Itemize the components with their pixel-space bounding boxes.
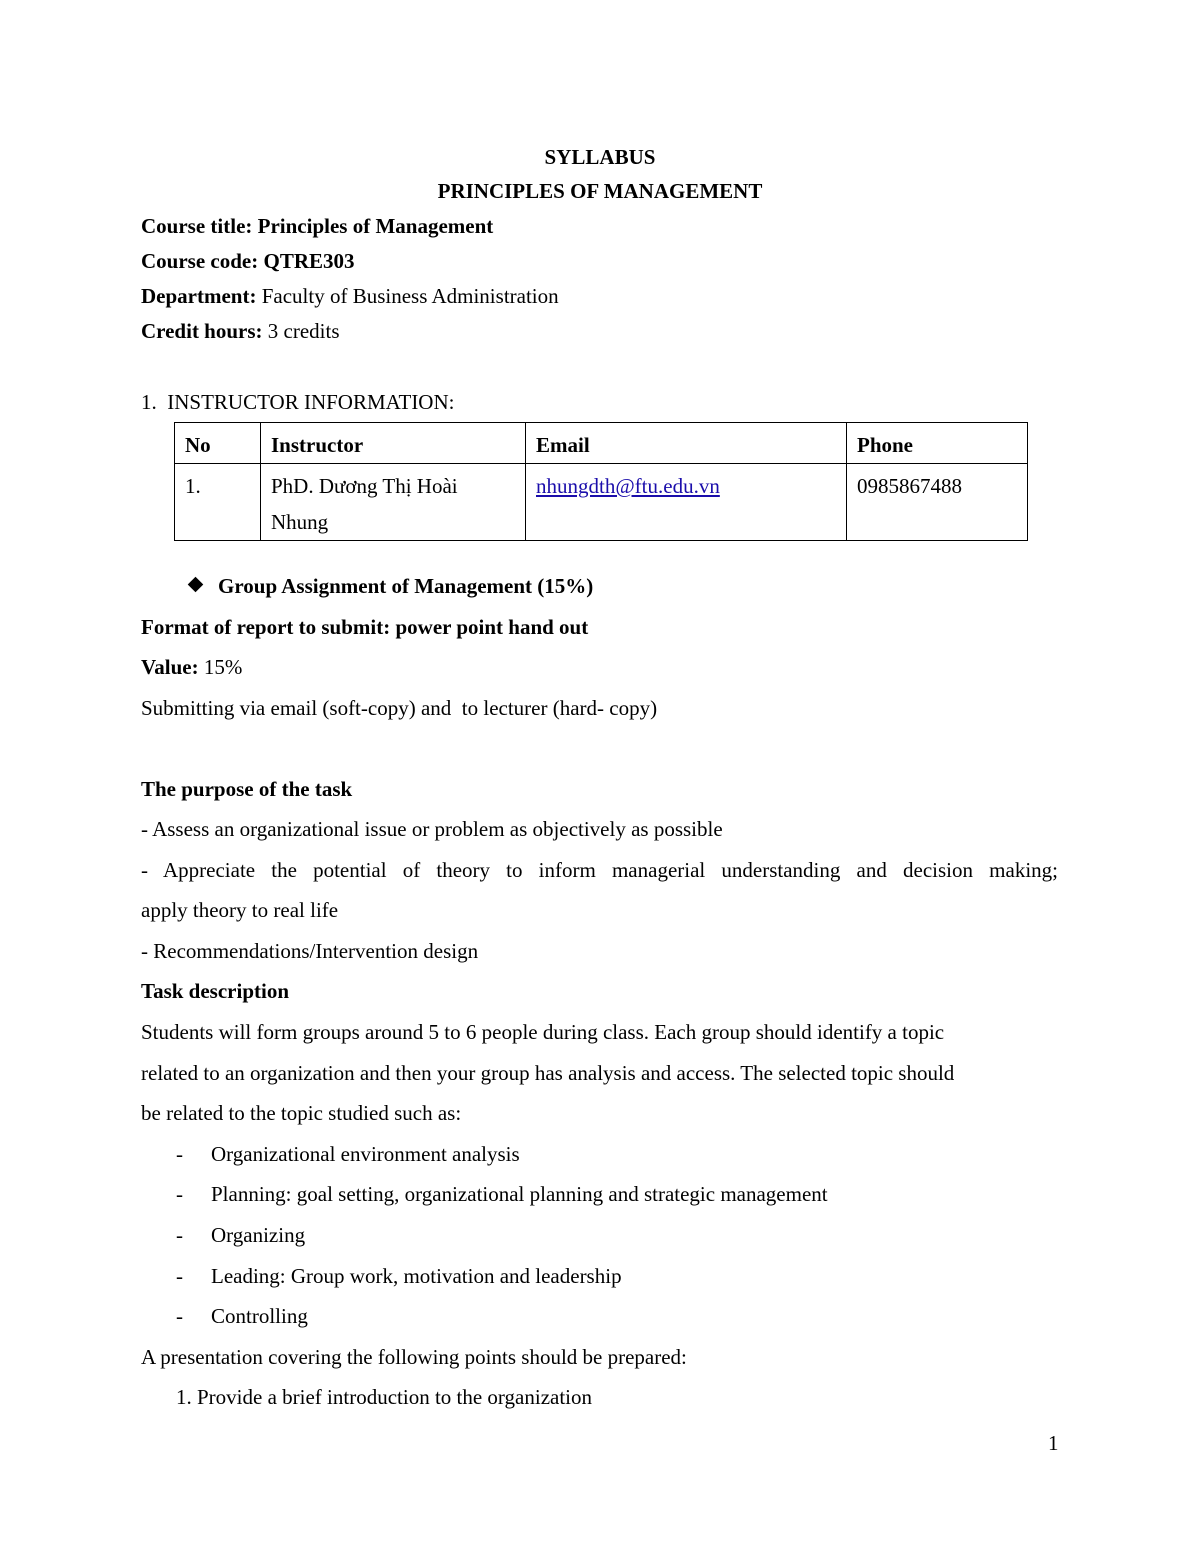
course-title-label: Course title: [141,214,253,238]
department-label: Department: [141,284,257,308]
numbered-item: 1. Provide a brief introduction to the organization [176,1385,593,1409]
credit-label: Credit hours: [141,319,263,343]
credit-value: 3 credits [267,319,340,343]
col-header-email: Email [526,423,847,464]
purpose-item: - Assess an organizational issue or problem as objectively as possible [141,817,723,841]
diamond-bullet-icon [188,577,204,593]
course-code-label: Course code: [141,249,259,273]
value-label: Value: [141,655,199,679]
list-item: Leading: Group work, motivation and leadership [211,1264,622,1288]
submit-line: Submitting via email (soft-copy) and to lecturer (hard- copy) [141,696,658,720]
list-dash: - [176,1142,183,1166]
col-header-phone: Phone [847,423,1028,464]
instructor-table [174,422,1028,541]
list-dash: - [176,1223,183,1247]
department-value: Faculty of Business Administration [261,284,559,308]
page-number: 1 [1048,1431,1059,1455]
list-item: Planning: goal setting, organizational planning and strategic management [211,1182,828,1206]
purpose-item: - Appreciate the potential of theory to inform managerial understanding and decision making; [141,858,1058,882]
doc-subtitle: PRINCIPLES OF MANAGEMENT [437,179,763,203]
department-line [141,286,559,307]
list-dash: - [176,1304,183,1328]
presentation-intro: A presentation covering the following points should be prepared: [141,1345,687,1369]
purpose-item: - Recommendations/Intervention design [141,939,479,963]
course-code-line [141,251,355,272]
list-dash: - [176,1182,183,1206]
list-item: Organizing [211,1223,306,1247]
table-header-row [175,423,1028,464]
doc-title: SYLLABUS [544,145,656,169]
task-paragraph-line: Students will form groups around 5 to 6 people during class. Each group should identify a topic [141,1020,945,1044]
purpose-item: apply theory to real life [141,898,339,922]
email-link[interactable]: nhungdth@ftu.edu.vn [536,474,720,498]
purpose-heading: The purpose of the task [141,777,353,801]
course-title-line [141,216,493,237]
cell-no: 1. [175,464,261,541]
col-header-instructor: Instructor [261,423,526,464]
credit-line [141,321,340,342]
table-row [175,464,1028,541]
cell-instructor: PhD. Dương Thị Hoài Nhung [261,464,526,541]
task-paragraph-line: related to an organization and then your group has analysis and access. The selected topic should [141,1061,955,1085]
list-item: Organizational environment analysis [211,1142,520,1166]
list-item: Controlling [211,1304,308,1328]
list-dash: - [176,1264,183,1288]
format-line: Format of report to submit: power point hand out [141,615,589,639]
cell-email [526,464,847,541]
task-paragraph-line: be related to the topic studied such as: [141,1101,462,1125]
value-value: 15% [203,655,243,679]
value-line [141,657,242,678]
cell-phone: 0985867488 [847,464,1028,541]
section-instructor-heading: 1. INSTRUCTOR INFORMATION: [141,390,455,414]
assignment-heading: Group Assignment of Management (15%) [218,574,594,598]
col-header-no: No [175,423,261,464]
course-title-value: Principles of Management [257,214,494,238]
task-heading: Task description [141,979,290,1003]
course-code-value: QTRE303 [263,249,355,273]
